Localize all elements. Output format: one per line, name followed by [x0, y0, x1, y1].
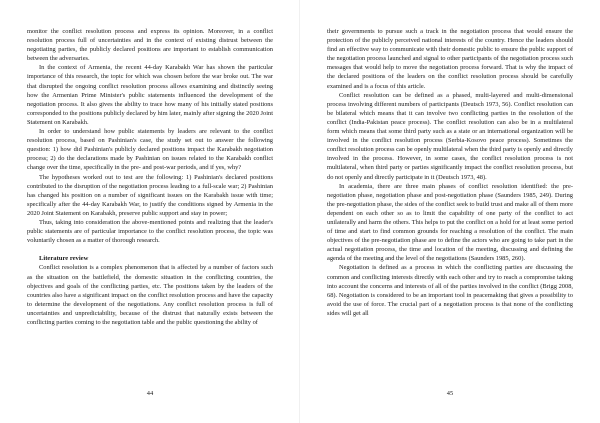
- paragraph: Thus, taking into consideration the above-mentioned points and realizing that the leader's public statements are of particular importance to the conflict resolution process, the topic was voluntarily chosen as a matter of thorough research.: [27, 218, 273, 245]
- left-text-column: [27, 27, 273, 327]
- paragraph: In order to understand how public statements by leaders are relevant to the conflict resolution process, based on Pashinian's case, the study set out to answer the following question: 1) how did Pashinian's publicly declared positions impact the Karabakh negotiation process; 2) do the declarations made by Pashinian on issues related to the Karabakh conflict change over the time, specifically in the pre- and post-war periods, and if yes, why?: [27, 128, 273, 172]
- paragraph: their governments to pursue such a track in the negotiation process that would ensure the protection of the publicly perceived national interests of the country. Hence the leaders should find an effective way to communicate with their domestic public to ensure the public support of the negotiation process launched and signal to other participants of the negotiation process such messages that would help to move the negotiation process forward. That is why the impact of the declared positions of the leaders on the conflict resolution process should be carefully examined and is a focus of this article.: [327, 28, 573, 90]
- paragraph: In academia, there are three main phases of conflict resolution identified: the pre-negotiation phase, negotiation phase and post-negotiation phase (Saunders 1985, 249). During the pre-negotiation phase, the sides of the conflict seek to build trust and make all of them more dependent on each other so as to limit the capability of one party of the conflict to act unilaterally and harm the others. This helps to put the conflict on a hold for at least some period of time and start to find common grounds for reaching a resolution of the conflict. The main objectives of the pre-negotiation phase are to define the actors who are going to take part in the actual negotiation process, the time and location of the meeting, discussing and defining the agenda of the meeting and the level of the negotiations (Saunders 1985, 260).: [327, 182, 573, 263]
- paragraph: The hypotheses worked out to test are the following: 1) Pashinian's declared positions contributed to the disruption of the negotiation process leading to a full-scale war; 2) Pashinian has changed his position on a number of significant issues on the Karabakh issue with time; specifically after the 44-day Karabakh War, to justify the conditions signed by Armenia in the 2020 Joint Statement on Karabakh, preserve public support and stay in power;: [27, 173, 273, 217]
- paragraph: monitor the conflict resolution process and express its opinion. Moreover, in a conflict resolution process full of uncertainties and in the context of existing distrust between the negotiating parties, the publicly declared positions are important to establish communication between the adversaries.: [27, 28, 273, 63]
- paragraph: Conflict resolution is a complex phenomenon that is affected by a number of factors such as the situation on the battlefield, the domestic situation in the conflicting countries, the objectives and goals of the conflicting parties, etc. The positions taken by the leaders of the countries also have a significant impact on the conflict resolution process and have the capacity to determine the development of the negotiations. Any conflict resolution process is full of uncertainties and unpredictability, because of the distrust that naturally exists between the conflicting parties coming to the negotiation table and the public questioning the ability of: [27, 264, 273, 326]
- section-heading: Literature review: [39, 255, 89, 263]
- paragraph: In the context of Armenia, the recent 44-day Karabakh War has shown the particular importance of this research, the topic for which was chosen before the war broke out. The war that disrupted the ongoing conflict resolution process allows examining and distinctly seeing how the Armenian Prime Minister's public statements influenced the development of the negotiation process. It also gives the ability to trace how many of his initially stated positions corresponded to the positions publicly declared by him later, mainly after signing the 2020 Joint Statement on Karabakh.: [27, 64, 273, 126]
- paragraph: Conflict resolution can be defined as a phased, multi-layered and multi-dimensional process involving different numbers of participants (Deutsch 1973, 56). Conflict resolution can be bilateral which means that it can involve two conflicting parties in the resolution of the conflict (India-Pakistan peace process). The conflict resolution can also be in a multilateral form which means that some third party such as a state or an international organization will be involved in the conflict resolution process (Serbia-Kosovo peace process). Sometimes the conflict resolution process can be openly multilateral when the third party is openly and directly involved in the process. However, in some cases, the conflict resolution process is not multilateral, when third party or parties significantly impact the conflict resolution process, but do not openly and directly participate in it (Deutsch 1973, 48).: [327, 91, 573, 181]
- page-number: 44: [146, 390, 154, 397]
- paragraph: Negotiation is defined as a process in which the conflicting parties are discussing the common and conflicting interests directly with each other and try to reach a compromise taking into account the concerns and interests of all of the parties involved in the conflict (Brigg 2008, 68). Negotiation is considered to be an important tool in peacemaking that gives a possibility to avoid the use of force. The crucial part of a negotiation process is that none of the conflicting sides will get all: [327, 264, 573, 317]
- right-text-column: [327, 27, 573, 318]
- right-page: [300, 0, 600, 423]
- page-number: 45: [446, 390, 454, 397]
